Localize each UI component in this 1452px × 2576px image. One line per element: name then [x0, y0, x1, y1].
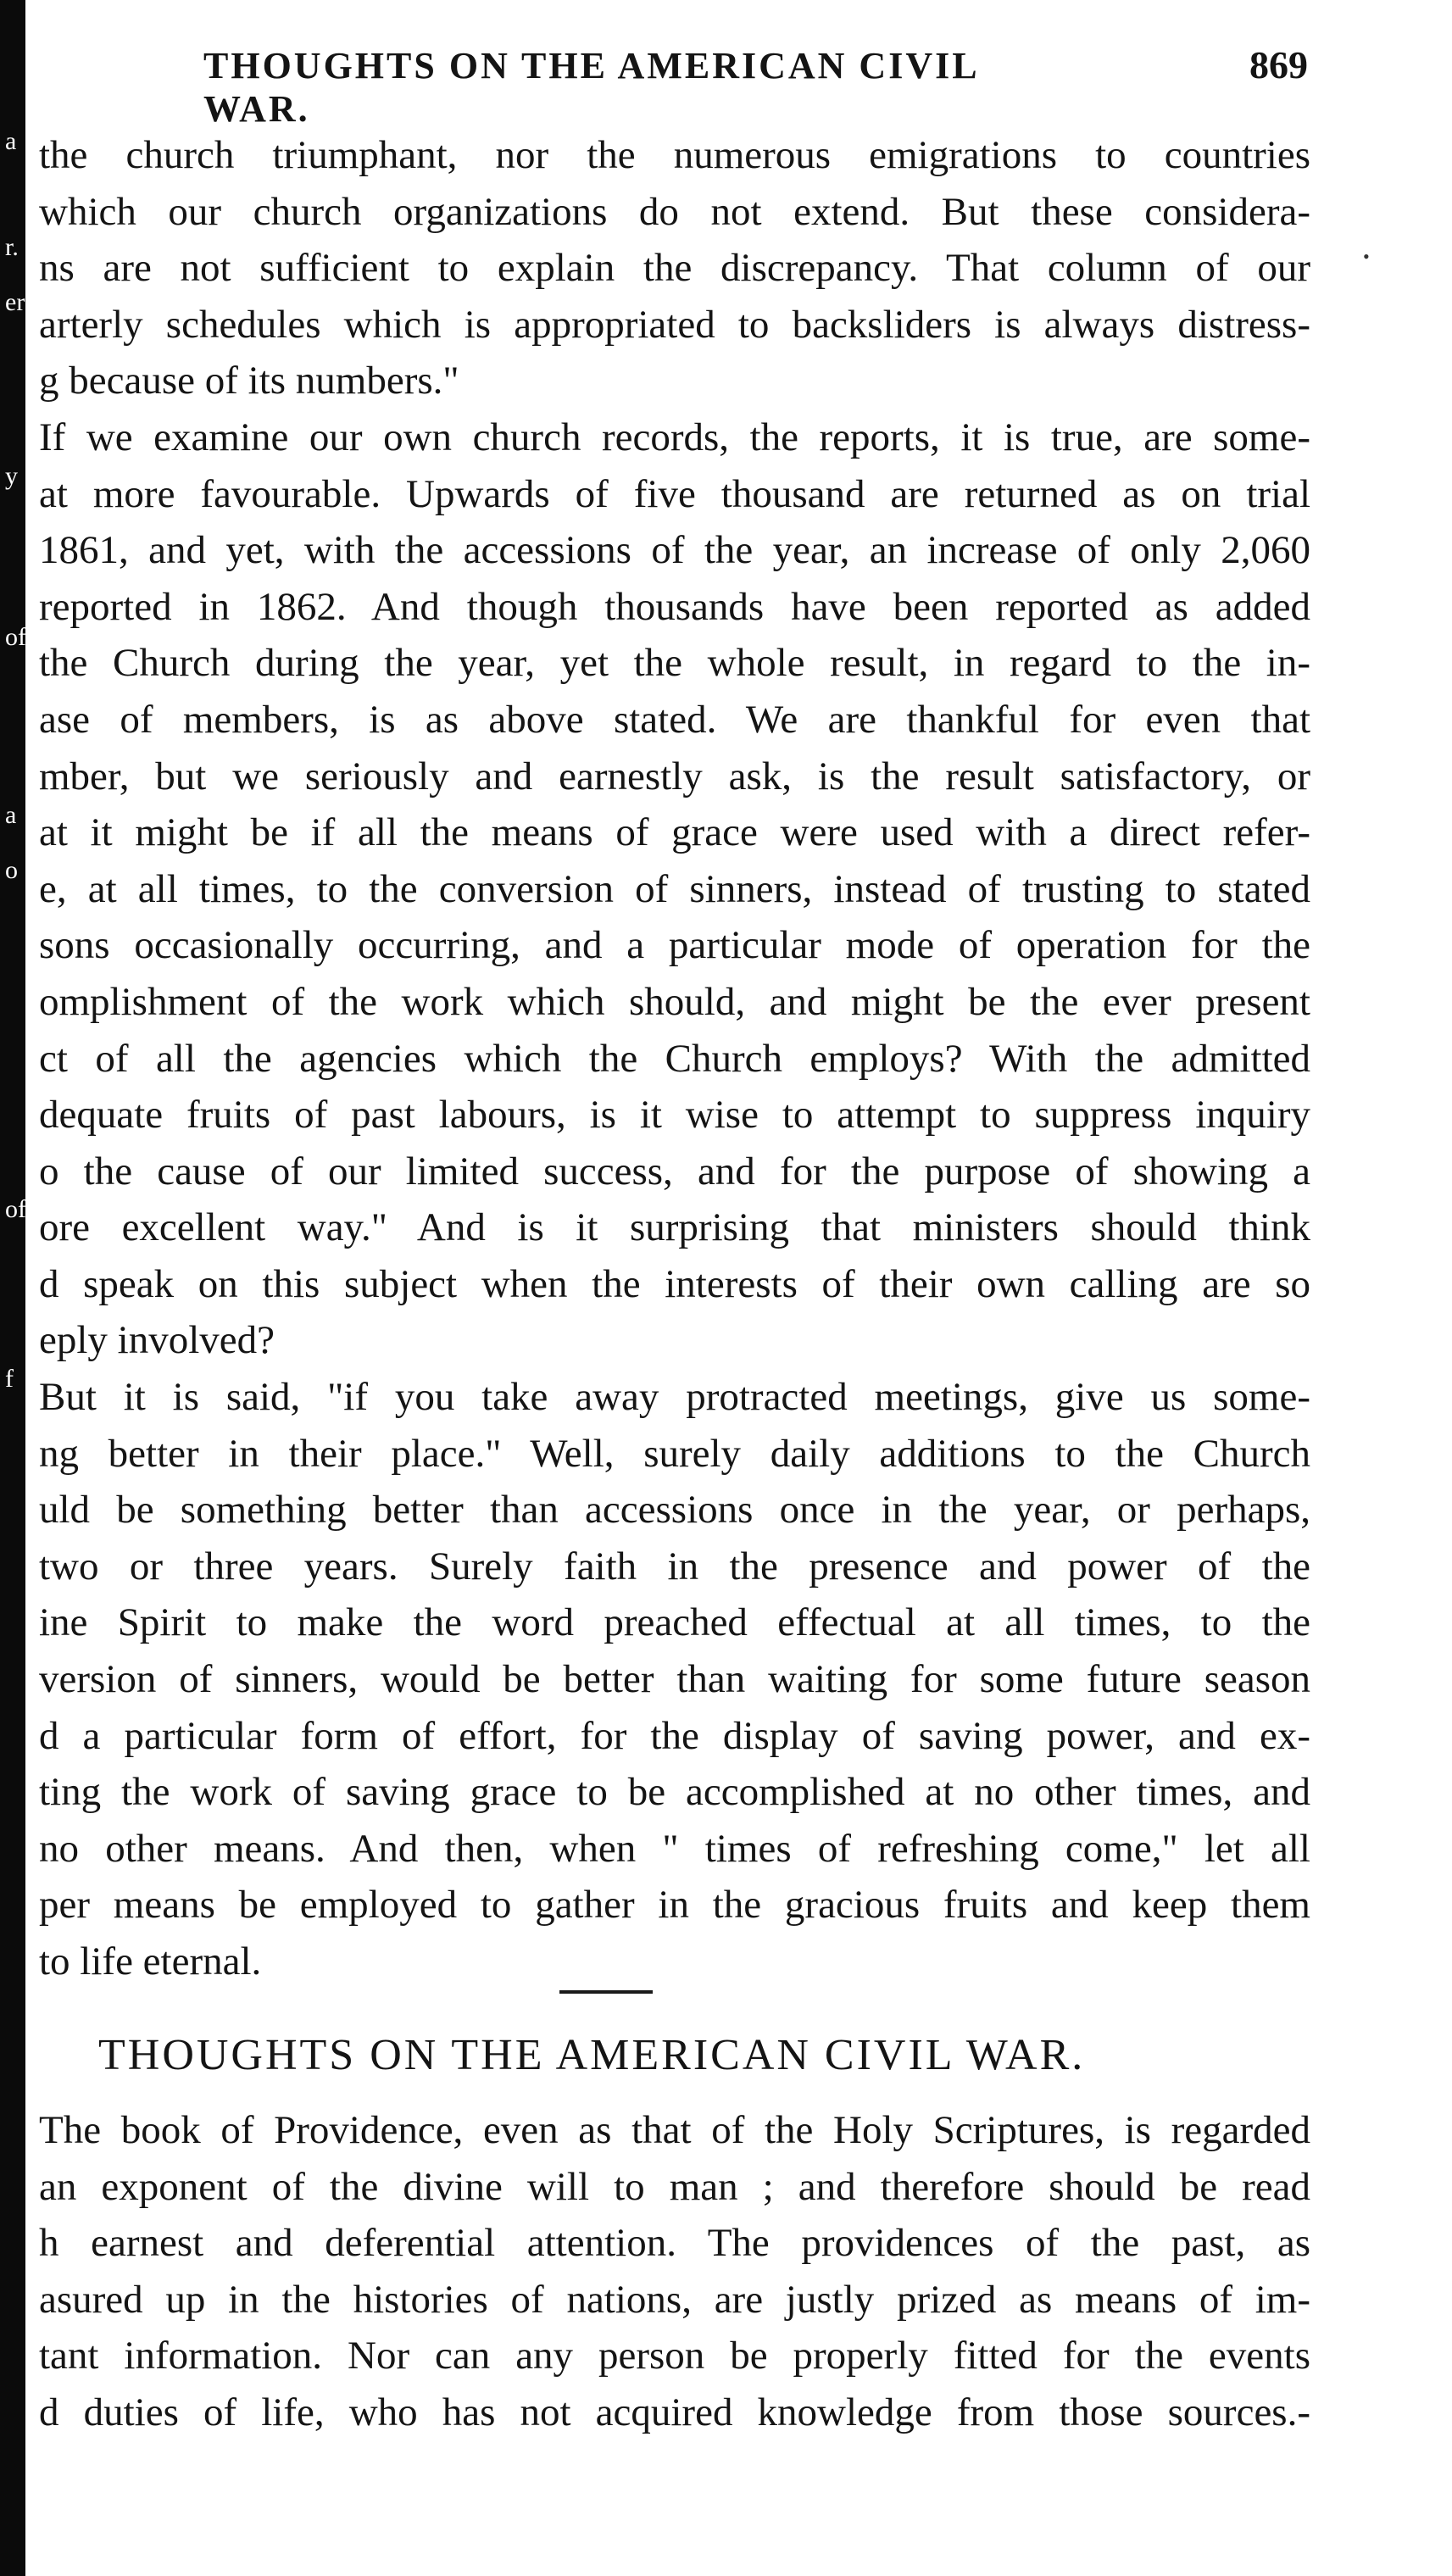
- text-line: g because of its numbers.": [39, 359, 459, 403]
- body-text: [39, 127, 1310, 1990]
- section-body-text: [39, 2102, 1310, 2441]
- text-line: If we examine our own church records, the reports, it is true, are some-: [39, 414, 1310, 459]
- text-line: no other means. And then, when " times of refreshing come," let all: [39, 1826, 1310, 1871]
- gutter-mark: y: [5, 462, 18, 490]
- running-title: THOUGHTS ON THE AMERICAN CIVIL WAR.: [203, 45, 978, 130]
- text-line: ore excellent way." And is it surprising that ministers should think: [39, 1205, 1310, 1250]
- text-line: an exponent of the divine will to man ; and therefore should be read: [39, 2164, 1310, 2209]
- text-line: e, at all times, to the conversion of sinners, instead of trusting to stated: [39, 866, 1310, 911]
- text-line: h earnest and deferential attention. The providences of the past, as: [39, 2221, 1310, 2266]
- text-line: d a particular form of effort, for the display of saving power, and ex-: [39, 1713, 1310, 1758]
- text-line: mber, but we seriously and earnestly ask, is the result satisfactory, or: [39, 754, 1310, 798]
- gutter-mark: f: [5, 1365, 14, 1393]
- section-divider: [559, 1990, 653, 1994]
- text-line: d duties of life, who has not acquired knowledge from those sources.-: [39, 2390, 1310, 2434]
- text-line: at it might be if all the means of grace were used with a direct refer-: [39, 810, 1310, 855]
- text-line: at more favourable. Upwards of five thousand are returned as on trial: [39, 471, 1310, 516]
- page-number: 869: [1249, 43, 1308, 86]
- text-line: reported in 1862. And though thousands have been reported as added: [39, 584, 1310, 629]
- text-line: eply involved?: [39, 1318, 275, 1363]
- text-line: ns are not sufficient to explain the discrepancy. That column of our: [39, 246, 1310, 291]
- text-line: dequate fruits of past labours, is it wise to attempt to suppress inquiry: [39, 1093, 1310, 1138]
- text-line: asured up in the histories of nations, are justly prized as means of im-: [39, 2277, 1310, 2322]
- text-line: o the cause of our limited success, and for the purpose of showing a: [39, 1149, 1310, 1193]
- section-title: THOUGHTS ON THE AMERICAN CIVIL WAR.: [98, 2031, 1086, 2079]
- gutter-mark: of: [5, 623, 26, 651]
- text-line: ting the work of saving grace to be accomplished at no other times, and: [39, 1770, 1310, 1815]
- text-line: the church triumphant, nor the numerous emigrations to countries: [39, 133, 1310, 177]
- text-line: tant information. Nor can any person be properly fitted for the events: [39, 2334, 1310, 2378]
- text-line: The book of Providence, even as that of the Holy Scriptures, is regarded: [39, 2108, 1310, 2152]
- text-line: uld be something better than accessions once in the year, or perhaps,: [39, 1488, 1310, 1533]
- text-line: to life eternal.: [39, 1939, 262, 1983]
- gutter-mark: r.: [5, 233, 19, 261]
- text-line: which our church organizations do not extend. But these considera-: [39, 189, 1310, 234]
- text-line: two or three years. Surely faith in the presence and power of the: [39, 1544, 1310, 1588]
- gutter-mark: er: [5, 288, 25, 316]
- text-line: version of sinners, would be better than waiting for some future season: [39, 1657, 1310, 1702]
- text-line: But it is said, "if you take away protracted meetings, give us some-: [39, 1375, 1310, 1420]
- text-line: d speak on this subject when the interests of their own calling are so: [39, 1261, 1310, 1306]
- gutter-mark: o: [5, 856, 18, 884]
- gutter-marks: [0, 0, 34, 2576]
- text-line: the Church during the year, yet the whole result, in regard to the in-: [39, 641, 1310, 686]
- text-line: per means be employed to gather in the gracious fruits and keep them: [39, 1883, 1310, 1928]
- gutter-mark: of: [5, 1195, 26, 1223]
- text-line: ine Spirit to make the word preached effectual at all times, to the: [39, 1600, 1310, 1645]
- text-line: omplishment of the work which should, and might be the ever present: [39, 979, 1310, 1024]
- text-line: sons occasionally occurring, and a particular mode of operation for the: [39, 923, 1310, 968]
- gutter-mark: a: [5, 127, 17, 155]
- text-line: ng better in their place." Well, surely daily additions to the Church: [39, 1431, 1310, 1476]
- stray-dot: •: [1363, 246, 1370, 267]
- text-line: 1861, and yet, with the accessions of the year, an increase of only 2,060: [39, 528, 1310, 573]
- text-line: ct of all the agencies which the Church employs? With the admitted: [39, 1036, 1310, 1081]
- gutter-mark: a: [5, 801, 17, 829]
- text-line: arterly schedules which is appropriated to backsliders is always distress-: [39, 302, 1310, 347]
- text-line: ase of members, is as above stated. We are thankful for even that: [39, 697, 1310, 742]
